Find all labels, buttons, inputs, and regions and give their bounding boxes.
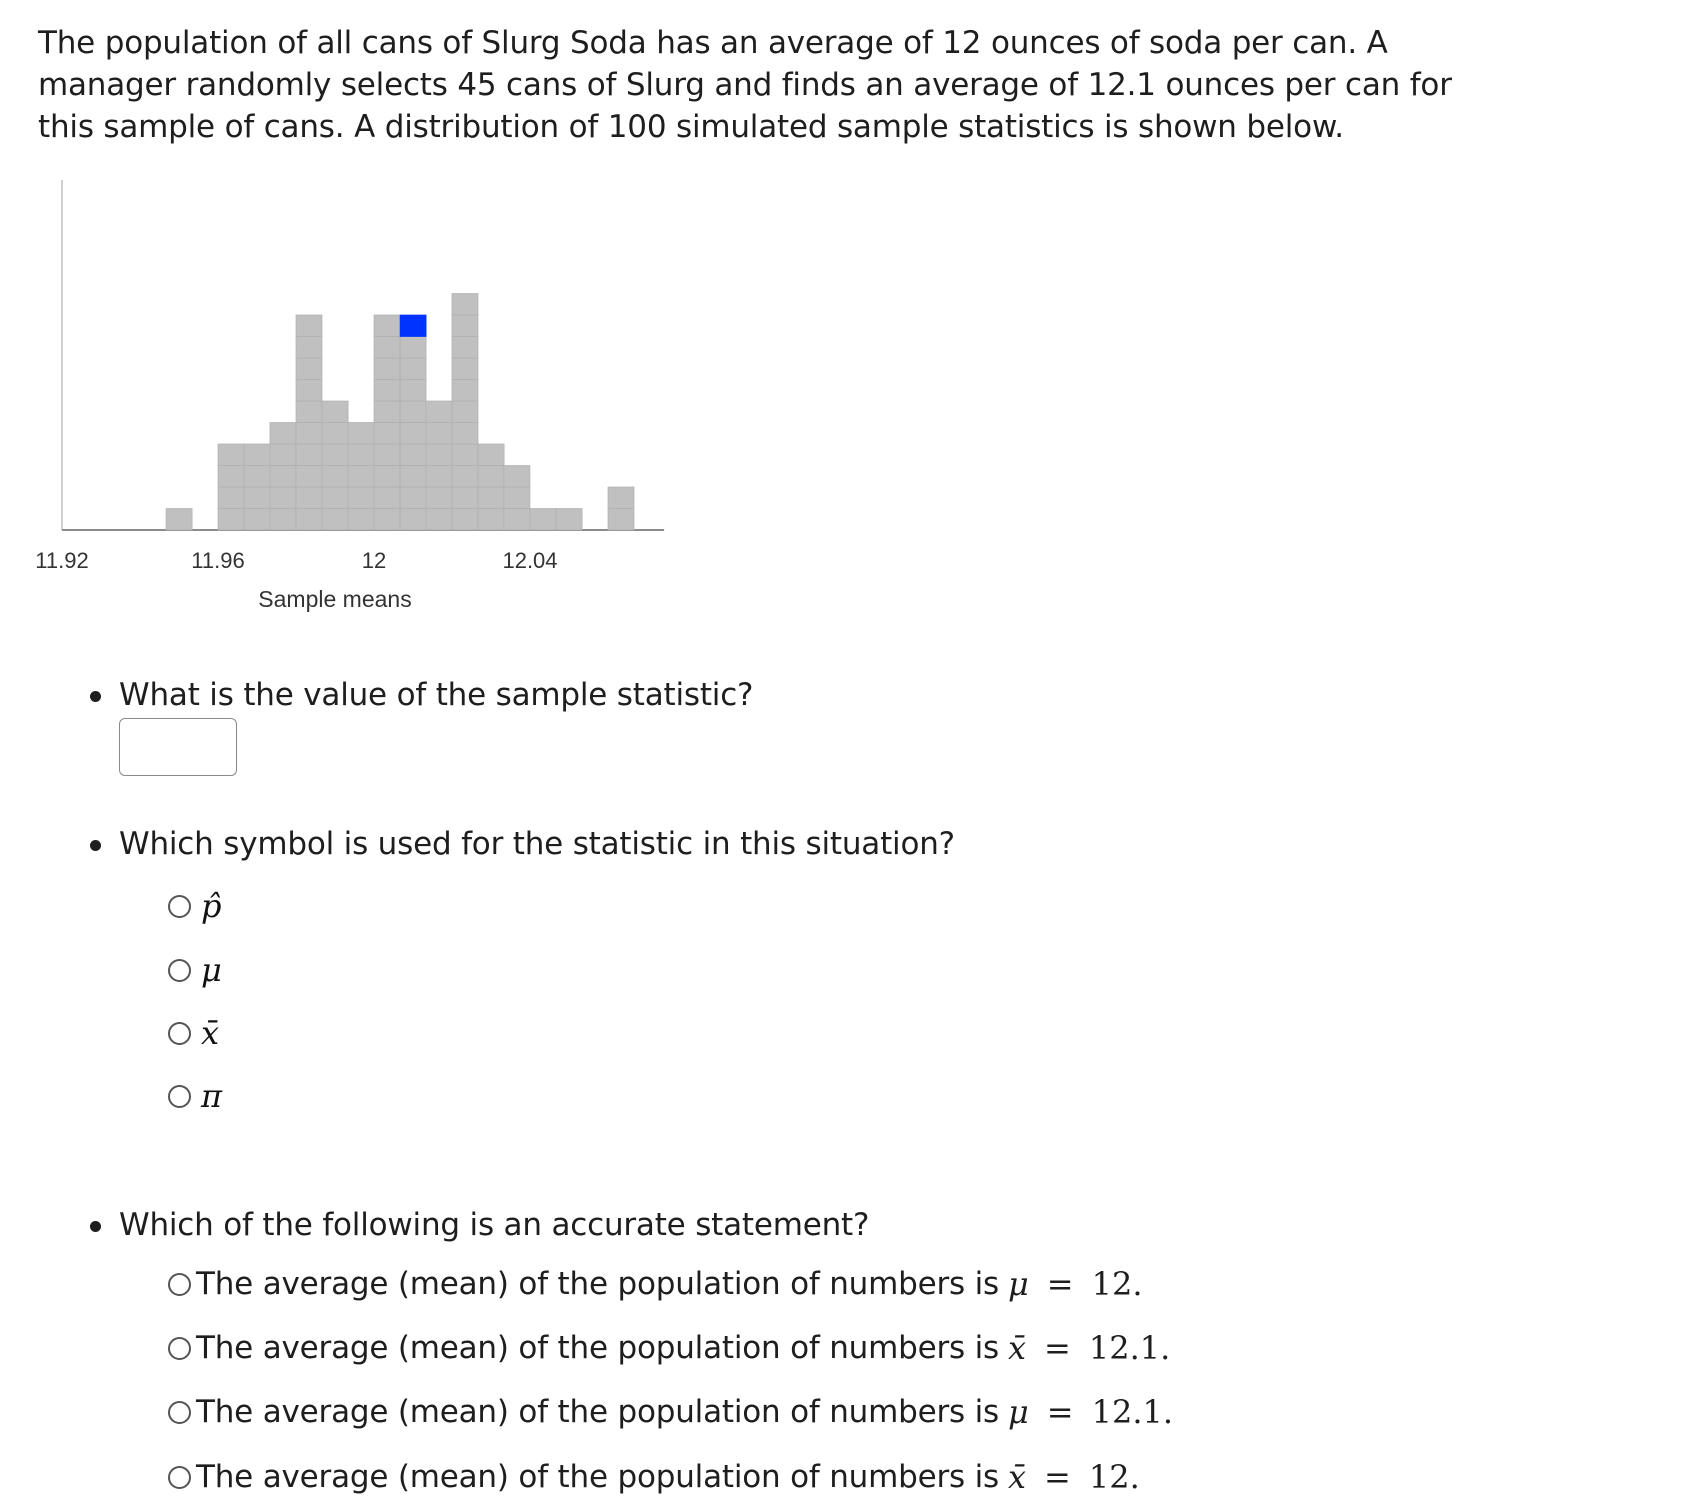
highlighted-sample-box [400,315,426,337]
statement-option-4[interactable] [168,1458,1140,1496]
histogram-bar-unit [452,401,478,423]
sample-statistic-input[interactable] [119,718,237,776]
histogram-bar-unit [244,444,270,466]
statement-equals: = [1046,1265,1074,1303]
histogram-bar-unit [296,315,322,337]
histogram-bar-unit [218,509,244,531]
statement-text: The average (mean) of the population of numbers is [196,1266,999,1302]
symbol-option-x-bar[interactable] [168,1013,219,1053]
histogram-bar-unit [322,423,348,445]
radio-button[interactable] [168,895,191,918]
radio-button[interactable] [168,1401,191,1424]
x-tick-label: 12 [361,548,387,573]
histogram-bar-unit [270,423,296,445]
histogram-bar-unit [426,487,452,509]
histogram-bar-unit [400,423,426,445]
histogram-bar-unit [608,487,634,509]
histogram-bar-unit [426,509,452,531]
histogram-bar-unit [504,466,530,488]
x-tick-label: 11.92 [35,548,89,573]
statement-symbol: μ [1008,1393,1029,1431]
statement-value: 12. [1088,1458,1140,1496]
histogram-bar-unit [504,487,530,509]
histogram-bar-unit [374,380,400,402]
histogram-bar-unit [478,466,504,488]
histogram-bar-unit [296,509,322,531]
symbol-label: p̂ [201,887,222,925]
histogram-bar-unit [374,423,400,445]
radio-button[interactable] [168,1337,191,1360]
histogram-bar-unit [218,466,244,488]
histogram-bar-unit [426,466,452,488]
histogram-bar-unit [166,509,192,531]
histogram-bar-unit [244,487,270,509]
radio-button[interactable] [168,1273,191,1296]
histogram-bar-unit [426,444,452,466]
statement-symbol: μ [1008,1265,1029,1303]
histogram-bar-unit [452,444,478,466]
histogram-bar-unit [400,358,426,380]
histogram-bar-unit [218,487,244,509]
histogram-bar-unit [348,487,374,509]
histogram-bar-unit [426,423,452,445]
problem-intro: The population of all cans of Slurg Soda has an average of 12 ounces of soda per can. A manager randomly selects 45 cans of Slurg and finds an average of 12.1 ounces per can for this sample of cans. A distribution of 100 simulated sample statistics is shown below. [38,25,1452,145]
histogram-bar-unit [374,444,400,466]
histogram-bar-unit [374,401,400,423]
histogram-bar-unit [270,509,296,531]
x-axis-label: Sample means [258,586,412,612]
histogram-bar-unit [244,466,270,488]
statement-equals: = [1044,1329,1071,1367]
histogram-bar-unit [478,487,504,509]
histogram-bar-unit [296,358,322,380]
statement-option-2[interactable] [168,1329,1170,1367]
histogram-bar-unit [296,380,322,402]
histogram-bar-unit [452,509,478,531]
histogram-bar-unit [478,444,504,466]
histogram-bar-unit [322,466,348,488]
statement-text: The average (mean) of the population of numbers is [196,1459,999,1495]
radio-button[interactable] [168,1085,191,1108]
histogram-bar-unit [400,380,426,402]
histogram-bar-unit [452,466,478,488]
statement-equals: = [1046,1393,1074,1431]
histogram-bar-unit [452,487,478,509]
histogram-bar-unit [452,294,478,316]
histogram-bar-unit [296,423,322,445]
statement-equals: = [1044,1458,1071,1496]
radio-button[interactable] [168,959,191,982]
statement-value: 12.1. [1091,1393,1174,1431]
statement-option-3[interactable] [168,1393,1173,1431]
histogram-bar-unit [374,487,400,509]
histogram-bar-unit [478,509,504,531]
question-2-text: Which symbol is used for the statistic in this situation? [119,826,955,862]
histogram-bar-unit [452,380,478,402]
histogram-bar-unit [374,315,400,337]
histogram-bar-unit [270,444,296,466]
statement-value: 12. [1091,1265,1143,1303]
question-3 [90,1205,1390,1245]
histogram-bar-unit [218,444,244,466]
histogram-bar-unit [270,487,296,509]
question-1 [90,675,1390,715]
histogram-bar-unit [296,466,322,488]
histogram-bar-unit [400,444,426,466]
radio-button[interactable] [168,1022,191,1045]
histogram-bar-unit [374,358,400,380]
histogram-bar-unit [400,509,426,531]
histogram-bar-unit [608,509,634,531]
histogram-bar-unit [348,466,374,488]
histogram-bar-unit [452,337,478,359]
histogram-bar-unit [556,509,582,531]
histogram-bar-unit [296,337,322,359]
x-tick-label: 11.96 [191,548,245,573]
histogram-bar-unit [348,444,374,466]
histogram-bar-unit [504,509,530,531]
statement-text: The average (mean) of the population of numbers is [196,1394,999,1430]
histogram-bar-unit [270,466,296,488]
symbol-label: μ [201,951,222,989]
histogram-bar-unit [322,487,348,509]
histogram-bar-unit [296,487,322,509]
histogram-bar-unit [296,444,322,466]
radio-button[interactable] [168,1466,191,1489]
question-2 [90,824,1390,864]
statement-text: The average (mean) of the population of numbers is [196,1330,999,1366]
histogram-bar-unit [296,401,322,423]
symbol-label: x̄ [201,1014,220,1052]
histogram-bar-unit [322,509,348,531]
histogram-bar-unit [400,401,426,423]
histogram-bar-unit [530,509,556,531]
histogram-bar-unit [400,337,426,359]
statement-value: 12.1. [1088,1329,1171,1367]
symbol-option-pi[interactable] [168,1076,222,1116]
histogram-bar-unit [400,466,426,488]
histogram-bar-unit [322,444,348,466]
symbol-option-p-hat[interactable] [168,886,221,926]
histogram-bar-unit [426,401,452,423]
statement-symbol: x̄ [1008,1458,1027,1496]
histogram-bar-unit [348,423,374,445]
histogram-bar-unit [322,401,348,423]
question-1-text: What is the value of the sample statistic? [119,677,754,713]
statement-option-1[interactable] [168,1265,1143,1303]
histogram-bar-unit [452,423,478,445]
histogram-bar-unit [348,509,374,531]
x-tick-label: 12.04 [502,548,558,573]
symbol-option-mu[interactable] [168,950,222,990]
histogram-bar-unit [374,337,400,359]
histogram-bar-unit [400,487,426,509]
question-3-text: Which of the following is an accurate statement? [119,1207,870,1243]
histogram-bar-unit [452,315,478,337]
statement-symbol: x̄ [1008,1329,1027,1367]
histogram-bar-unit [244,509,270,531]
symbol-label: π [201,1077,223,1115]
histogram-bar-unit [374,509,400,531]
histogram-bar-unit [452,358,478,380]
sample-means-histogram [0,170,680,620]
histogram-bar-unit [374,466,400,488]
